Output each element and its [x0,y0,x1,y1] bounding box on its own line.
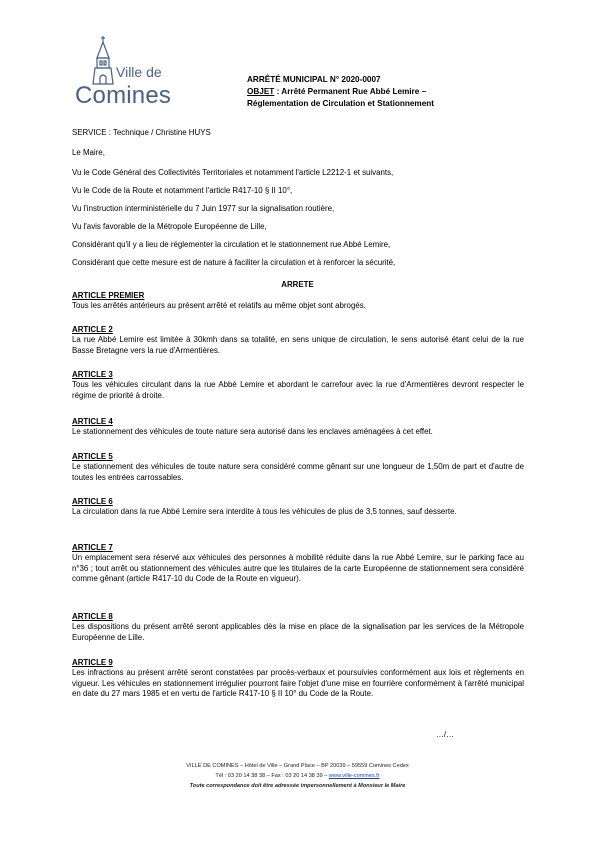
article-title: ARTICLE 9 [72,658,113,667]
article-title: ARTICLE 2 [72,325,113,334]
vu-1: Vu le Code Général des Collectivités Territoriales et notamment l'article L2212-1 et suivants, [72,168,394,177]
logo-line-1: Ville de [116,64,162,80]
vu-4: Vu l'avis favorable de la Métropole Européenne de Lille, [72,222,267,231]
article-text: Les dispositions du présent arrêté seront applicables dès la mise en place de la signalisation par les services de la Métropole Européenne de Lille. [72,622,524,642]
logo-line-2: Comines [75,82,172,109]
footer-note: Toute correspondance doit être adressée impersonnellement à Monsieur le Maire [189,783,406,789]
considerant-2: Considérant que cette mesure est de nature à faciliter la circulation et à renforcer la sécurité, [72,258,396,267]
article-text: La circulation dans la rue Abbé Lemire sera interdite à tous les véhicules de plus de 3,5 tonnes, sauf desserte. [72,507,457,516]
vu-3: Vu l'instruction interministérielle du 7 Juin 1977 sur la signalisation routière, [72,204,335,213]
city-logo [72,34,192,114]
church-tower-icon [86,34,120,86]
vu-2: Vu le Code de la Route et notamment l'article R417-10 § II 10°, [72,186,293,195]
article-text: Les infractions au présent arrêté seront constatées par procès-verbaux et poursuivies conformément aux lois et règlements en vigueur. Les véhicules en stationnement irrégulier pourront faire l'objet d'une mise en fourrière conformément à l'arrêté municipal en date du 27 mars 1985 et en vertu de l'article R417-10 § II 10° du Code de la Route. [72,668,524,699]
footer-address: VILLE DE COMINES – Hôtel de Ville – Grand Place – BP 20039 – 59559 Comines Cedex [186,763,409,769]
objet-label: OBJET [247,87,275,96]
article-title: ARTICLE 8 [72,612,113,621]
article-title: ARTICLE PREMIER [72,291,145,300]
objet-text: : Arrêté Permanent Rue Abbé Lemire – [274,87,427,96]
article-title: ARTICLE 4 [72,417,113,426]
service-line: SERVICE : Technique / Christine HUYS [72,128,211,137]
article-text: Le stationnement des véhicules de toute nature sera autorisé dans les enclaves aménagées à cet effet. [72,427,433,436]
article-text: Tous les arrêtés antérieurs au présent arrêté et relatifs au même objet sont abrogés. [72,301,366,310]
article-text: Tous les véhicules circulant dans la rue Abbé Lemire et abordant le carrefour avec la rue d'Armentières devront respecter le régime de priorité à droite. [72,380,524,400]
document-header [247,74,434,110]
website-link[interactable]: www.ville-comines.fr [328,773,380,779]
article-text: Un emplacement sera réservé aux véhicules des personnes à mobilité réduite dans la rue Abbé Lemire, sur le parking face au n°36 ; tout arrêt ou stationnement des véhicules autre que les titulaires de la carte Européenne de stationnement sera considéré comme gênant (article R417-10 du Code de la Route en vigueur). [72,553,524,584]
objet-line-2: Réglementation de Circulation et Stationnement [247,99,434,108]
footer-phone-fax: Tél : 03 20 14 38 38 – Fax : 03 20 14 38 39 – [215,773,329,779]
objet-line [247,86,434,98]
article-text: Le stationnement des véhicules de toute nature sera considéré comme gênant sur une longueur de 1,50m de part et d'autre de toutes les entrées carrossables. [72,462,524,482]
article-title: ARTICLE 7 [72,543,113,552]
article-text: La rue Abbé Lemire est limitée à 30kmh dans sa totalité, en sens unique de circulation, le sens autorisé étant celui de la rue Basse Bretagne vers la rue d'Armentières. [72,335,524,355]
arrete-heading: ARRETE [281,280,314,289]
article-title: ARTICLE 3 [72,370,113,379]
article-title: ARTICLE 6 [72,497,113,506]
arrete-number: ARRÊTÉ MUNICIPAL N° 2020-0007 [247,75,381,84]
footer-contact [0,771,595,781]
continuation-mark: …/… [436,730,454,739]
salutation: Le Maire, [72,148,105,157]
considerant-1: Considérant qu'il y a lieu de réglementer la circulation et le stationnement rue Abbé Lemire, [72,240,391,249]
article-title: ARTICLE 5 [72,452,113,461]
